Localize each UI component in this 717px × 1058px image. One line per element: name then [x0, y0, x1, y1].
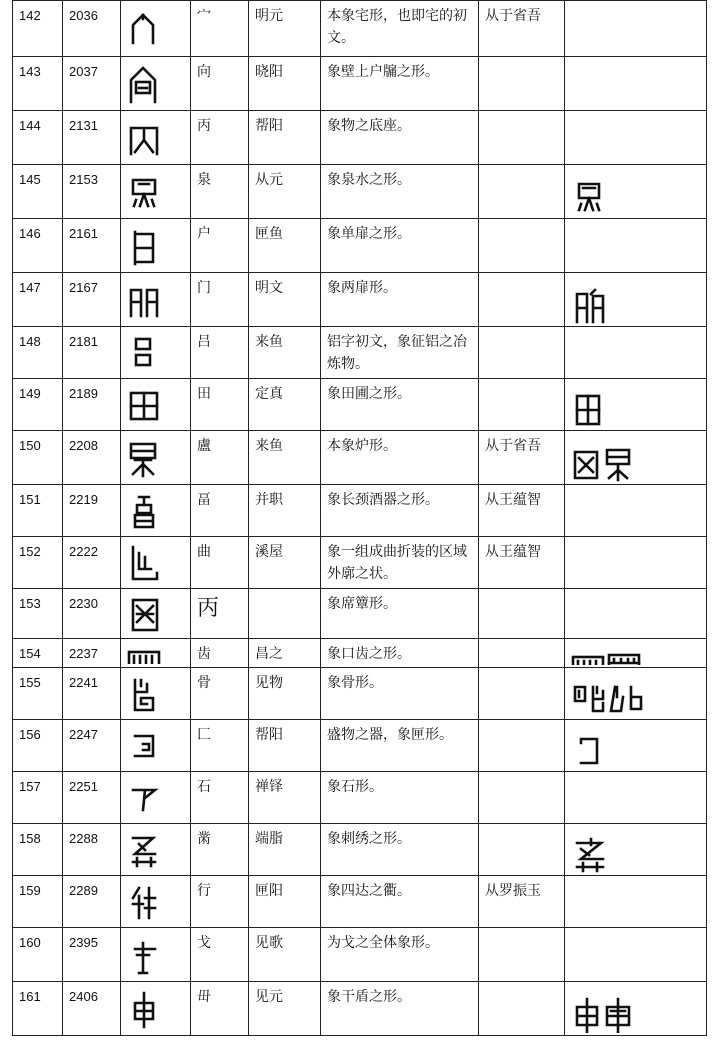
- table-row: [13, 165, 707, 219]
- row-number-cell: 144: [13, 111, 63, 165]
- modern-character-cell: [191, 772, 249, 824]
- variant-forms-cell: [565, 668, 707, 720]
- citation-cell: [479, 639, 565, 668]
- row-number-cell: 160: [13, 928, 63, 982]
- character-code-cell: 2036: [63, 1, 121, 57]
- glyph-table: [12, 0, 707, 1036]
- variant-forms-cell: [565, 165, 707, 219]
- glyph-shield-icon: [125, 989, 163, 1029]
- phonetic-source-cell: 帮阳: [249, 720, 321, 772]
- glyph-bend-icon: [125, 543, 163, 583]
- ancient-glyph-cell: [121, 431, 191, 485]
- variant-forms-cell: [565, 111, 707, 165]
- character-code-cell: 2161: [63, 219, 121, 273]
- variant-forms-cell: [565, 327, 707, 379]
- modern-character: 吕: [197, 334, 211, 350]
- alt-gate-icon: [571, 286, 607, 324]
- ancient-glyph-cell: [121, 219, 191, 273]
- glyph-stove-icon: [125, 438, 163, 478]
- description-cell: 象骨形。: [321, 668, 479, 720]
- modern-character: 曲: [197, 544, 211, 560]
- glyph-roof-icon: [125, 9, 163, 49]
- variant-forms-cell: [565, 219, 707, 273]
- modern-character-cell: [191, 219, 249, 273]
- row-number-cell: 148: [13, 327, 63, 379]
- glyph-field-icon: [125, 385, 163, 425]
- table-row: [13, 537, 707, 589]
- phonetic-source-cell: 溪屋: [249, 537, 321, 589]
- glyph-stone-icon: [125, 778, 163, 818]
- modern-character: 戈: [197, 935, 211, 951]
- phonetic-source-cell: 来鱼: [249, 327, 321, 379]
- row-number-cell: 143: [13, 57, 63, 111]
- alt-teeth-icon: [571, 643, 645, 665]
- citation-cell: [479, 720, 565, 772]
- modern-character-cell: [191, 720, 249, 772]
- phonetic-source-cell: 明元: [249, 1, 321, 57]
- table-row: [13, 485, 707, 537]
- citation-cell: 从于省吾: [479, 431, 565, 485]
- phonetic-source-cell: 见歌: [249, 928, 321, 982]
- character-code-cell: 2222: [63, 537, 121, 589]
- description-cell: 象四达之衢。: [321, 876, 479, 928]
- modern-character-cell: [191, 379, 249, 431]
- ancient-glyph-cell: [121, 928, 191, 982]
- phonetic-source-cell: 并职: [249, 485, 321, 537]
- phonetic-source-cell: 昌之: [249, 639, 321, 668]
- modern-character: 户: [197, 226, 211, 242]
- modern-character: 行: [197, 883, 211, 899]
- glyph-halberd-icon: [125, 935, 163, 975]
- phonetic-source-cell: 帮阳: [249, 111, 321, 165]
- citation-cell: [479, 928, 565, 982]
- phonetic-source-cell: [249, 589, 321, 639]
- description-cell: 象口齿之形。: [321, 639, 479, 668]
- character-code-cell: 2208: [63, 431, 121, 485]
- modern-character-cell: [191, 668, 249, 720]
- citation-cell: [479, 273, 565, 327]
- citation-cell: 从王蕴智: [479, 537, 565, 589]
- citation-cell: 从王蕴智: [479, 485, 565, 537]
- ancient-glyph-cell: [121, 327, 191, 379]
- alt-bone-icon: [571, 679, 645, 717]
- description-cell: 象田圃之形。: [321, 379, 479, 431]
- variant-forms-cell: [565, 537, 707, 589]
- table-row: [13, 772, 707, 824]
- table-row: [13, 379, 707, 431]
- alt-box-icon: [571, 731, 607, 769]
- variant-forms-cell: [565, 273, 707, 327]
- glyph-door-icon: [125, 226, 163, 266]
- modern-character-cell: [191, 111, 249, 165]
- variant-forms-cell: [565, 982, 707, 1036]
- character-code-cell: 2289: [63, 876, 121, 928]
- citation-cell: [479, 165, 565, 219]
- ancient-glyph-cell: [121, 982, 191, 1036]
- character-code-cell: 2251: [63, 772, 121, 824]
- row-number-cell: 142: [13, 1, 63, 57]
- description-cell: 铝字初文，象征铝之冶炼物。: [321, 327, 479, 379]
- character-code-cell: 2167: [63, 273, 121, 327]
- phonetic-source-cell: 明文: [249, 273, 321, 327]
- modern-character: 毌: [197, 989, 211, 1005]
- citation-cell: [479, 379, 565, 431]
- modern-character-cell: [191, 57, 249, 111]
- variant-forms-cell: [565, 824, 707, 876]
- character-code-cell: 2241: [63, 668, 121, 720]
- character-code-cell: 2131: [63, 111, 121, 165]
- alt-spring-icon: [571, 178, 607, 216]
- modern-character: 宀: [197, 8, 211, 24]
- table-row: [13, 824, 707, 876]
- modern-character-cell: [191, 589, 249, 639]
- modern-character-cell: [191, 982, 249, 1036]
- row-number-cell: 153: [13, 589, 63, 639]
- row-number-cell: 150: [13, 431, 63, 485]
- alt-embroider-icon: [571, 835, 607, 873]
- modern-character-cell: [191, 876, 249, 928]
- row-number-cell: 151: [13, 485, 63, 537]
- citation-cell: 从罗振玉: [479, 876, 565, 928]
- glyph-base-icon: [125, 118, 163, 158]
- citation-cell: 从于省吾: [479, 1, 565, 57]
- modern-character-cell: [191, 928, 249, 982]
- character-code-cell: 2181: [63, 327, 121, 379]
- row-number-cell: 145: [13, 165, 63, 219]
- table-row: [13, 219, 707, 273]
- modern-character: 石: [197, 779, 211, 795]
- row-number-cell: 161: [13, 982, 63, 1036]
- row-number-cell: 149: [13, 379, 63, 431]
- description-cell: 象刺绣之形。: [321, 824, 479, 876]
- phonetic-source-cell: 见元: [249, 982, 321, 1036]
- description-cell: 象两扉形。: [321, 273, 479, 327]
- modern-character: 畐: [197, 492, 211, 508]
- phonetic-source-cell: 从元: [249, 165, 321, 219]
- ancient-glyph-cell: [121, 589, 191, 639]
- citation-cell: [479, 219, 565, 273]
- row-number-cell: 157: [13, 772, 63, 824]
- character-code-cell: 2247: [63, 720, 121, 772]
- character-code-cell: 2189: [63, 379, 121, 431]
- ancient-glyph-cell: [121, 273, 191, 327]
- table-row: [13, 928, 707, 982]
- character-code-cell: 2219: [63, 485, 121, 537]
- character-code-cell: 2237: [63, 639, 121, 668]
- character-code-cell: 2230: [63, 589, 121, 639]
- citation-cell: [479, 772, 565, 824]
- glyph-vessel-icon: [125, 491, 163, 531]
- glyph-mat-icon: [125, 594, 163, 634]
- modern-character-cell: [191, 537, 249, 589]
- modern-character: 骨: [197, 675, 211, 691]
- modern-character: 齿: [197, 646, 211, 662]
- glyph-embroider-icon: [125, 830, 163, 870]
- table-row: [13, 273, 707, 327]
- alt-field-icon: [571, 390, 607, 428]
- row-number-cell: 154: [13, 639, 63, 668]
- description-cell: 象泉水之形。: [321, 165, 479, 219]
- modern-character-cell: [191, 165, 249, 219]
- row-number-cell: 156: [13, 720, 63, 772]
- description-cell: 象干盾之形。: [321, 982, 479, 1036]
- citation-cell: [479, 824, 565, 876]
- variant-forms-cell: [565, 639, 707, 668]
- row-number-cell: 146: [13, 219, 63, 273]
- table-row: [13, 111, 707, 165]
- description-cell: 象单扉之形。: [321, 219, 479, 273]
- glyph-lu-icon: [125, 333, 163, 373]
- citation-cell: [479, 57, 565, 111]
- alt-stove-icon: [571, 444, 645, 482]
- glyph-bone-icon: [125, 674, 163, 714]
- table-row: [13, 589, 707, 639]
- ancient-glyph-cell: [121, 668, 191, 720]
- description-cell: 象壁上户牖之形。: [321, 57, 479, 111]
- description-cell: 盛物之器，象匣形。: [321, 720, 479, 772]
- description-cell: 本象宅形，也即宅的初文。: [321, 1, 479, 57]
- variant-forms-cell: [565, 928, 707, 982]
- citation-cell: [479, 668, 565, 720]
- table-row: [13, 57, 707, 111]
- phonetic-source-cell: 晓阳: [249, 57, 321, 111]
- table-row: [13, 668, 707, 720]
- glyph-box-icon: [125, 726, 163, 766]
- row-number-cell: 152: [13, 537, 63, 589]
- modern-character: 门: [197, 280, 211, 296]
- modern-character: 丙: [197, 596, 220, 621]
- description-cell: 为戈之全体象形。: [321, 928, 479, 982]
- table-row: [13, 876, 707, 928]
- description-cell: 象石形。: [321, 772, 479, 824]
- ancient-glyph-cell: [121, 111, 191, 165]
- glyph-table-page: [12, 0, 706, 1036]
- description-cell: 象席簟形。: [321, 589, 479, 639]
- variant-forms-cell: [565, 57, 707, 111]
- modern-character-cell: [191, 639, 249, 668]
- modern-character-cell: [191, 431, 249, 485]
- ancient-glyph-cell: [121, 876, 191, 928]
- variant-forms-cell: [565, 485, 707, 537]
- phonetic-source-cell: 来鱼: [249, 431, 321, 485]
- description-cell: 象长颈酒器之形。: [321, 485, 479, 537]
- glyph-spring-icon: [125, 172, 163, 212]
- variant-forms-cell: [565, 379, 707, 431]
- variant-forms-cell: [565, 1, 707, 57]
- modern-character-cell: [191, 485, 249, 537]
- table-row: [13, 982, 707, 1036]
- ancient-glyph-cell: [121, 379, 191, 431]
- variant-forms-cell: [565, 772, 707, 824]
- phonetic-source-cell: 定真: [249, 379, 321, 431]
- citation-cell: [479, 589, 565, 639]
- phonetic-source-cell: 禅铎: [249, 772, 321, 824]
- character-code-cell: 2288: [63, 824, 121, 876]
- glyph-gate-icon: [125, 280, 163, 320]
- table-row: [13, 431, 707, 485]
- phonetic-source-cell: 匣阳: [249, 876, 321, 928]
- alt-shield-icon: [571, 995, 645, 1033]
- ancient-glyph-cell: [121, 772, 191, 824]
- glyph-road-icon: [125, 882, 163, 922]
- row-number-cell: 159: [13, 876, 63, 928]
- citation-cell: [479, 111, 565, 165]
- modern-character-cell: [191, 1, 249, 57]
- modern-character-cell: [191, 824, 249, 876]
- table-row: [13, 639, 707, 668]
- ancient-glyph-cell: [121, 1, 191, 57]
- description-cell: 象一组成曲折装的区域外廓之状。: [321, 537, 479, 589]
- citation-cell: [479, 982, 565, 1036]
- modern-character: 匚: [197, 727, 211, 743]
- modern-character: 黹: [197, 831, 211, 847]
- variant-forms-cell: [565, 720, 707, 772]
- variant-forms-cell: [565, 589, 707, 639]
- glyph-teeth-icon: [125, 642, 163, 664]
- variant-forms-cell: [565, 431, 707, 485]
- ancient-glyph-cell: [121, 720, 191, 772]
- character-code-cell: 2037: [63, 57, 121, 111]
- table-row: [13, 720, 707, 772]
- character-code-cell: 2153: [63, 165, 121, 219]
- row-number-cell: 155: [13, 668, 63, 720]
- description-cell: 象物之底座。: [321, 111, 479, 165]
- modern-character: 泉: [197, 172, 211, 188]
- variant-forms-cell: [565, 876, 707, 928]
- description-cell: 本象炉形。: [321, 431, 479, 485]
- row-number-cell: 147: [13, 273, 63, 327]
- modern-character: 田: [197, 386, 211, 402]
- citation-cell: [479, 327, 565, 379]
- ancient-glyph-cell: [121, 485, 191, 537]
- phonetic-source-cell: 见物: [249, 668, 321, 720]
- table-row: [13, 1, 707, 57]
- modern-character-cell: [191, 273, 249, 327]
- character-code-cell: 2406: [63, 982, 121, 1036]
- modern-character: 丙: [197, 118, 211, 134]
- phonetic-source-cell: 端脂: [249, 824, 321, 876]
- ancient-glyph-cell: [121, 537, 191, 589]
- modern-character: 盧: [197, 438, 211, 454]
- ancient-glyph-cell: [121, 639, 191, 668]
- character-code-cell: 2395: [63, 928, 121, 982]
- modern-character: 向: [197, 64, 211, 80]
- ancient-glyph-cell: [121, 165, 191, 219]
- ancient-glyph-cell: [121, 824, 191, 876]
- row-number-cell: 158: [13, 824, 63, 876]
- glyph-house-mouth-icon: [125, 64, 163, 104]
- modern-character-cell: [191, 327, 249, 379]
- ancient-glyph-cell: [121, 57, 191, 111]
- table-row: [13, 327, 707, 379]
- phonetic-source-cell: 匣鱼: [249, 219, 321, 273]
